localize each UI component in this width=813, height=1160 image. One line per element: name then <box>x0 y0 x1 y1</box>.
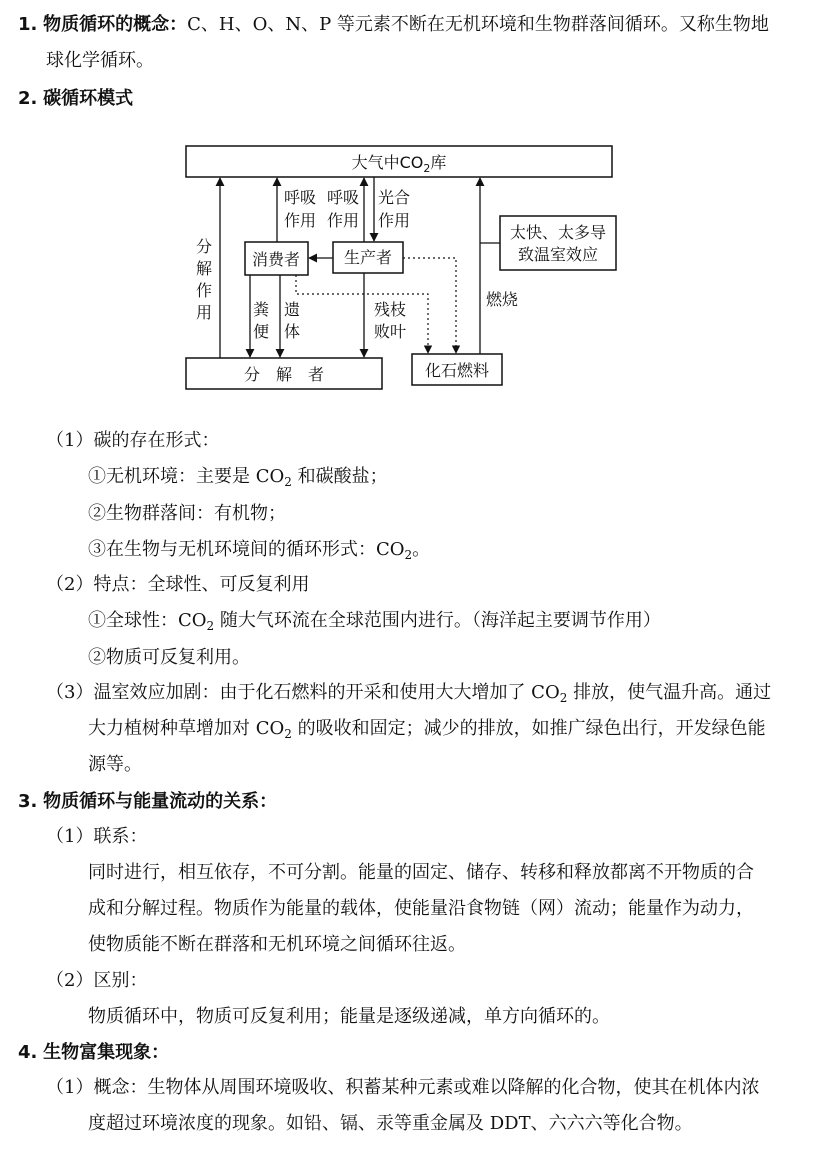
carbon-cycle-diagram <box>0 0 813 410</box>
consumer-to-fossil-dotted-arrow <box>296 275 428 353</box>
paragraph-heading: （1）碳的存在形式： <box>46 430 220 451</box>
atmosphere-co2-label: 大气中$CO_2$库 <box>351 153 447 175</box>
section-4-heading <box>18 1040 169 1066</box>
litter-label-2: 败叶 <box>374 322 407 341</box>
photosynthesis-label-1: 光合 <box>378 188 411 207</box>
remains-label-1: 遗 <box>284 300 301 319</box>
s3-p1-line-2: 成和分解过程。物质作为能量的载体，使能量沿食物链（网）流动；能量作为动力， <box>88 898 754 919</box>
respiration-label-a1: 呼吸 <box>284 188 317 207</box>
respiration-label-b2: 作用 <box>327 211 360 230</box>
decomposer-label: 分 解 者 <box>243 365 325 384</box>
section-number: 1. <box>18 14 38 35</box>
feces-label-1: 粪 <box>253 300 270 319</box>
section-text: 球化学循环。 <box>46 50 154 71</box>
section-number: 4. <box>18 1042 38 1063</box>
s3-p2-line-1: 物质循环中，物质可反复利用；能量是逐级递减，单方向循环的。 <box>88 1006 610 1027</box>
s4-line-1: （1）概念：生物体从周围环境吸收、积蓄某种元素或难以降解的化合物，使其在机体内浓 <box>46 1077 760 1098</box>
s3-p1-heading: （1）联系： <box>46 826 148 847</box>
litter-label-1: 残枝 <box>374 300 407 319</box>
decomposition-label-3: 作 <box>196 281 213 300</box>
greenhouse-label-1: 太快、太多导 <box>509 223 607 242</box>
producer-label: 生产者 <box>343 248 393 267</box>
s3-p2-heading: （2）区别： <box>46 970 148 991</box>
section-number: 2. <box>18 88 38 109</box>
section-3-heading <box>18 789 277 815</box>
remains-label-2: 体 <box>284 322 301 341</box>
section-number: 3. <box>18 791 38 812</box>
section-heading: 物质循环的概念： <box>43 14 188 35</box>
p2-heading <box>46 572 309 598</box>
p3-line-1: （3）温室效应加剧：由于化石燃料的开采和使用大大增加了 $CO_2$ 排放，使气温升高。通过 <box>46 682 772 705</box>
section-heading: 生物富集现象： <box>43 1042 170 1063</box>
decomposition-label-4: 用 <box>196 303 213 322</box>
p3-line-2: 大力植树种草增加对 $CO_2$ 的吸收和固定；减少的排放，如推广绿色出行，开发绿色能 <box>88 718 766 741</box>
p2-item-a: ①全球性：$CO_2$ 随大气环流在全球范围内进行。（海洋起主要调节作用） <box>88 610 661 633</box>
section-heading: 碳循环模式 <box>43 88 134 109</box>
decomposition-label-2: 解 <box>196 259 213 278</box>
p1-heading <box>46 428 219 454</box>
fossil-fuel-label: 化石燃料 <box>424 361 490 380</box>
p1-item-c: ③在生物与无机环境间的循环形式：$CO_2$。 <box>88 539 431 562</box>
s3-p1-line-3: 使物质能不断在群落和无机环境之间循环往返。 <box>88 934 466 955</box>
p1-item-b: ②生物群落间：有机物； <box>88 503 286 524</box>
photosynthesis-label-2: 作用 <box>378 211 411 230</box>
greenhouse-label-2: 致温室效应 <box>517 245 599 264</box>
p2-item-b: ②物质可反复利用。 <box>88 647 250 668</box>
s3-p1-line-1: 同时进行，相互依存，不可分割。能量的固定、储存、转移和释放都离不开物质的合 <box>88 862 754 883</box>
section-heading: 物质循环与能量流动的关系： <box>43 791 278 812</box>
respiration-label-a2: 作用 <box>284 211 317 230</box>
s4-line-2: 度超过环境浓度的现象。如铅、镉、汞等重金属及 DDT、六六六等化合物。 <box>88 1113 693 1134</box>
burning-label: 燃烧 <box>486 290 519 309</box>
producer-to-fossil-dotted-arrow <box>403 258 456 353</box>
paragraph-heading: （2）特点：全球性、可反复利用 <box>46 574 310 595</box>
feces-label-2: 便 <box>253 322 270 341</box>
respiration-label-b1: 呼吸 <box>327 188 360 207</box>
p3-line-3: 源等。 <box>88 754 142 775</box>
section-text: C、H、O、N、P 等元素不断在无机环境和生物群落间循环。又称生物地 <box>187 14 769 35</box>
p1-item-a: ①无机环境：主要是 $CO_2$ 和碳酸盐； <box>88 466 388 489</box>
consumer-label: 消费者 <box>251 250 301 269</box>
decomposition-label-1: 分 <box>196 237 213 256</box>
